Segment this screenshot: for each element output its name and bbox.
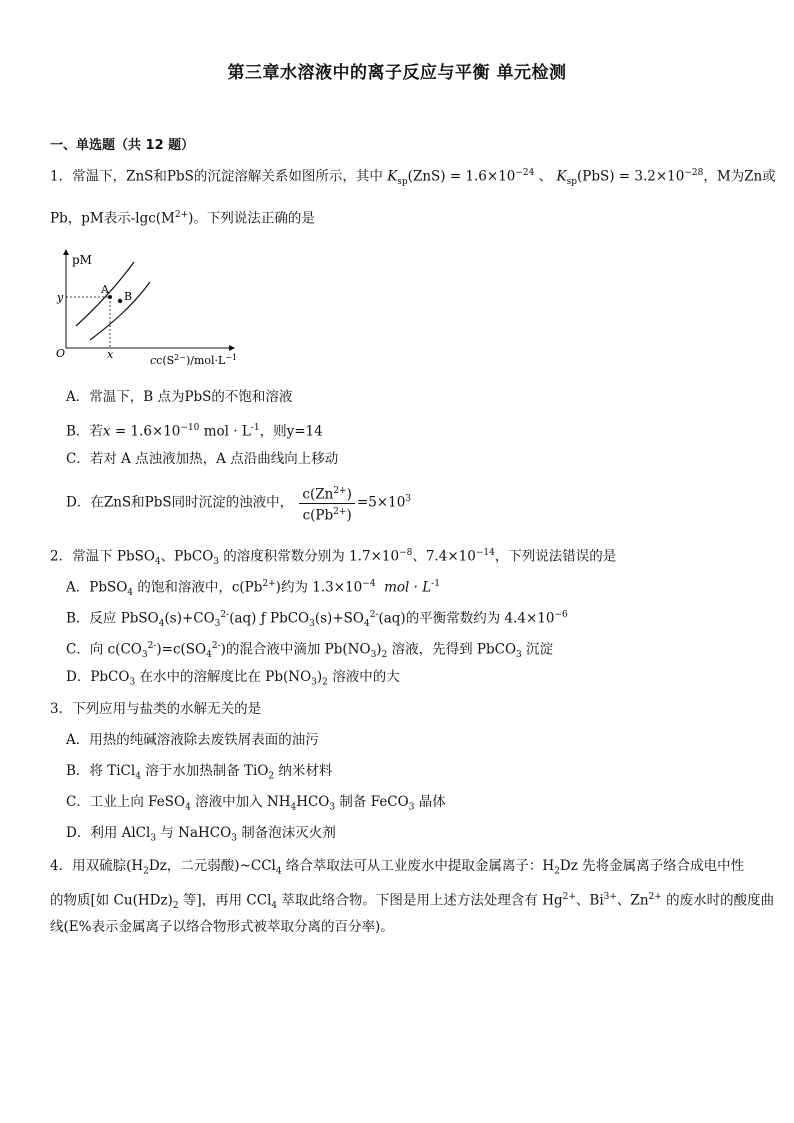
q4-stem-line2: 的物质[如 $Cu(HDz)_2$ 等]，再用 CCl$_4$ 萃取此络合物。下图是用上述方法处理含有 $Hg^{2+}$、$Bi^{3+}$、$Zn^{2+}$ 的废水时的酸度曲 (50, 892, 775, 912)
point-b-label: B (124, 290, 133, 303)
q1-stem-line2: Pb，pM表示$-\lg c(M^{2+})$。下列说法正确的是 (50, 210, 315, 227)
q1-stem-line1: 1．常温下，ZnS和PbS的沉淀溶解关系如图所示，其中 $K_{sp}(ZnS) = 1.6\times 10^{-24}$ 、 $K_{sp}(PbS) = 3.2\times 10^{-28}$，M为Zn或 (50, 168, 776, 188)
y-tick-label: y (57, 291, 64, 304)
q1-option-b[interactable]: B．若$x = 1.6\times 10^{-10}$ mol · $L^{-1}$，则y=14 (66, 423, 323, 440)
y-axis-label: pM (72, 253, 92, 267)
q2-stem: 2．常温下 PbSO$_4$、PbCO$_3$ 的溶度积常数分别为 $1.7\times 10^{-8}$、$7.4\times 10^{-14}$，下列说法错误的是 (50, 548, 617, 568)
x-tick-label: x (107, 348, 114, 361)
curve-pbs (90, 282, 150, 340)
q2-option-d[interactable]: D．PbCO$_3$ 在水中的溶解度比在 $Pb(NO_3)_2$ 溶液中的大 (66, 669, 400, 688)
q1-option-a[interactable]: A．常温下，B 点为PbS的不饱和溶液 (66, 389, 293, 405)
q1-option-d[interactable]: D．在ZnS和PbS同时沉淀的浊液中， $\frac{c(Zn^{2+})}{c(Pb^{2+})}$ $=5\times 10^3$ (66, 483, 411, 523)
origin-label: O (56, 347, 66, 360)
q4-stem-line3: 线(E%表示金属离子以络合物形式被萃取分离的百分率)。 (50, 919, 394, 935)
x-axis-label: $cc(S^{2-})/mol\cdot L^{-1}$ (150, 353, 238, 367)
q3-option-a[interactable]: A．用热的纯碱溶液除去废铁屑表面的油污 (66, 732, 319, 748)
point-b-marker (118, 299, 122, 303)
q1-figure (52, 244, 242, 370)
q3-option-b[interactable]: B．将 TiCl$_4$ 溶于水加热制备 TiO$_2$ 纳米材料 (66, 763, 333, 782)
section-heading: 一、单选题（共 12 题） (50, 138, 195, 153)
q2-option-c[interactable]: C．向 $c(CO_3^{2-})=c(SO_4^{2-})$的混合液中滴加 $Pb(NO_3)_2$ 溶液，先得到 PbCO$_3$ 沉淀 (66, 641, 554, 661)
point-a-label: A (101, 283, 109, 296)
q3-stem: 3．下列应用与盐类的水解无关的是 (50, 701, 262, 717)
page-title: 第三章水溶液中的离子反应与平衡 单元检测 (227, 63, 567, 83)
q1-option-c[interactable]: C．若对 A 点浊液加热，A 点沿曲线向上移动 (66, 451, 339, 467)
q2-option-b[interactable]: B．反应 $PbSO_4(s)+CO_3^{2-}(aq)$ ƒ $PbCO_3(s)+SO_4^{2-}(aq)$的平衡常数约为 $4.4\times 10^{-6}$ (66, 610, 568, 630)
q3-option-c[interactable]: C．工业上向 FeSO$_4$ 溶液中加入 $NH_4HCO_3$ 制备 FeCO$_3$ 晶体 (66, 794, 446, 813)
q3-option-d[interactable]: D．利用 AlCl$_3$ 与 NaHCO$_3$ 制备泡沫灭火剂 (66, 825, 336, 844)
q4-stem-line1: 4．用双硫腙($H_2Dz$，二元弱酸)~CCl$_4$ 络合萃取法可从工业废水中提取金属离子：$H_2Dz$ 先将金属离子络合成电中性 (50, 858, 745, 877)
q2-option-a[interactable]: A．PbSO$_4$ 的饱和溶液中，$c(Pb^{2+})$约为 $1.3\times 10^{-4}$ mol · $L^{-1}$ (66, 579, 440, 599)
concentration-ratio: $\frac{c(Zn^{2+})}{c(Pb^{2+})}$ (299, 483, 354, 523)
